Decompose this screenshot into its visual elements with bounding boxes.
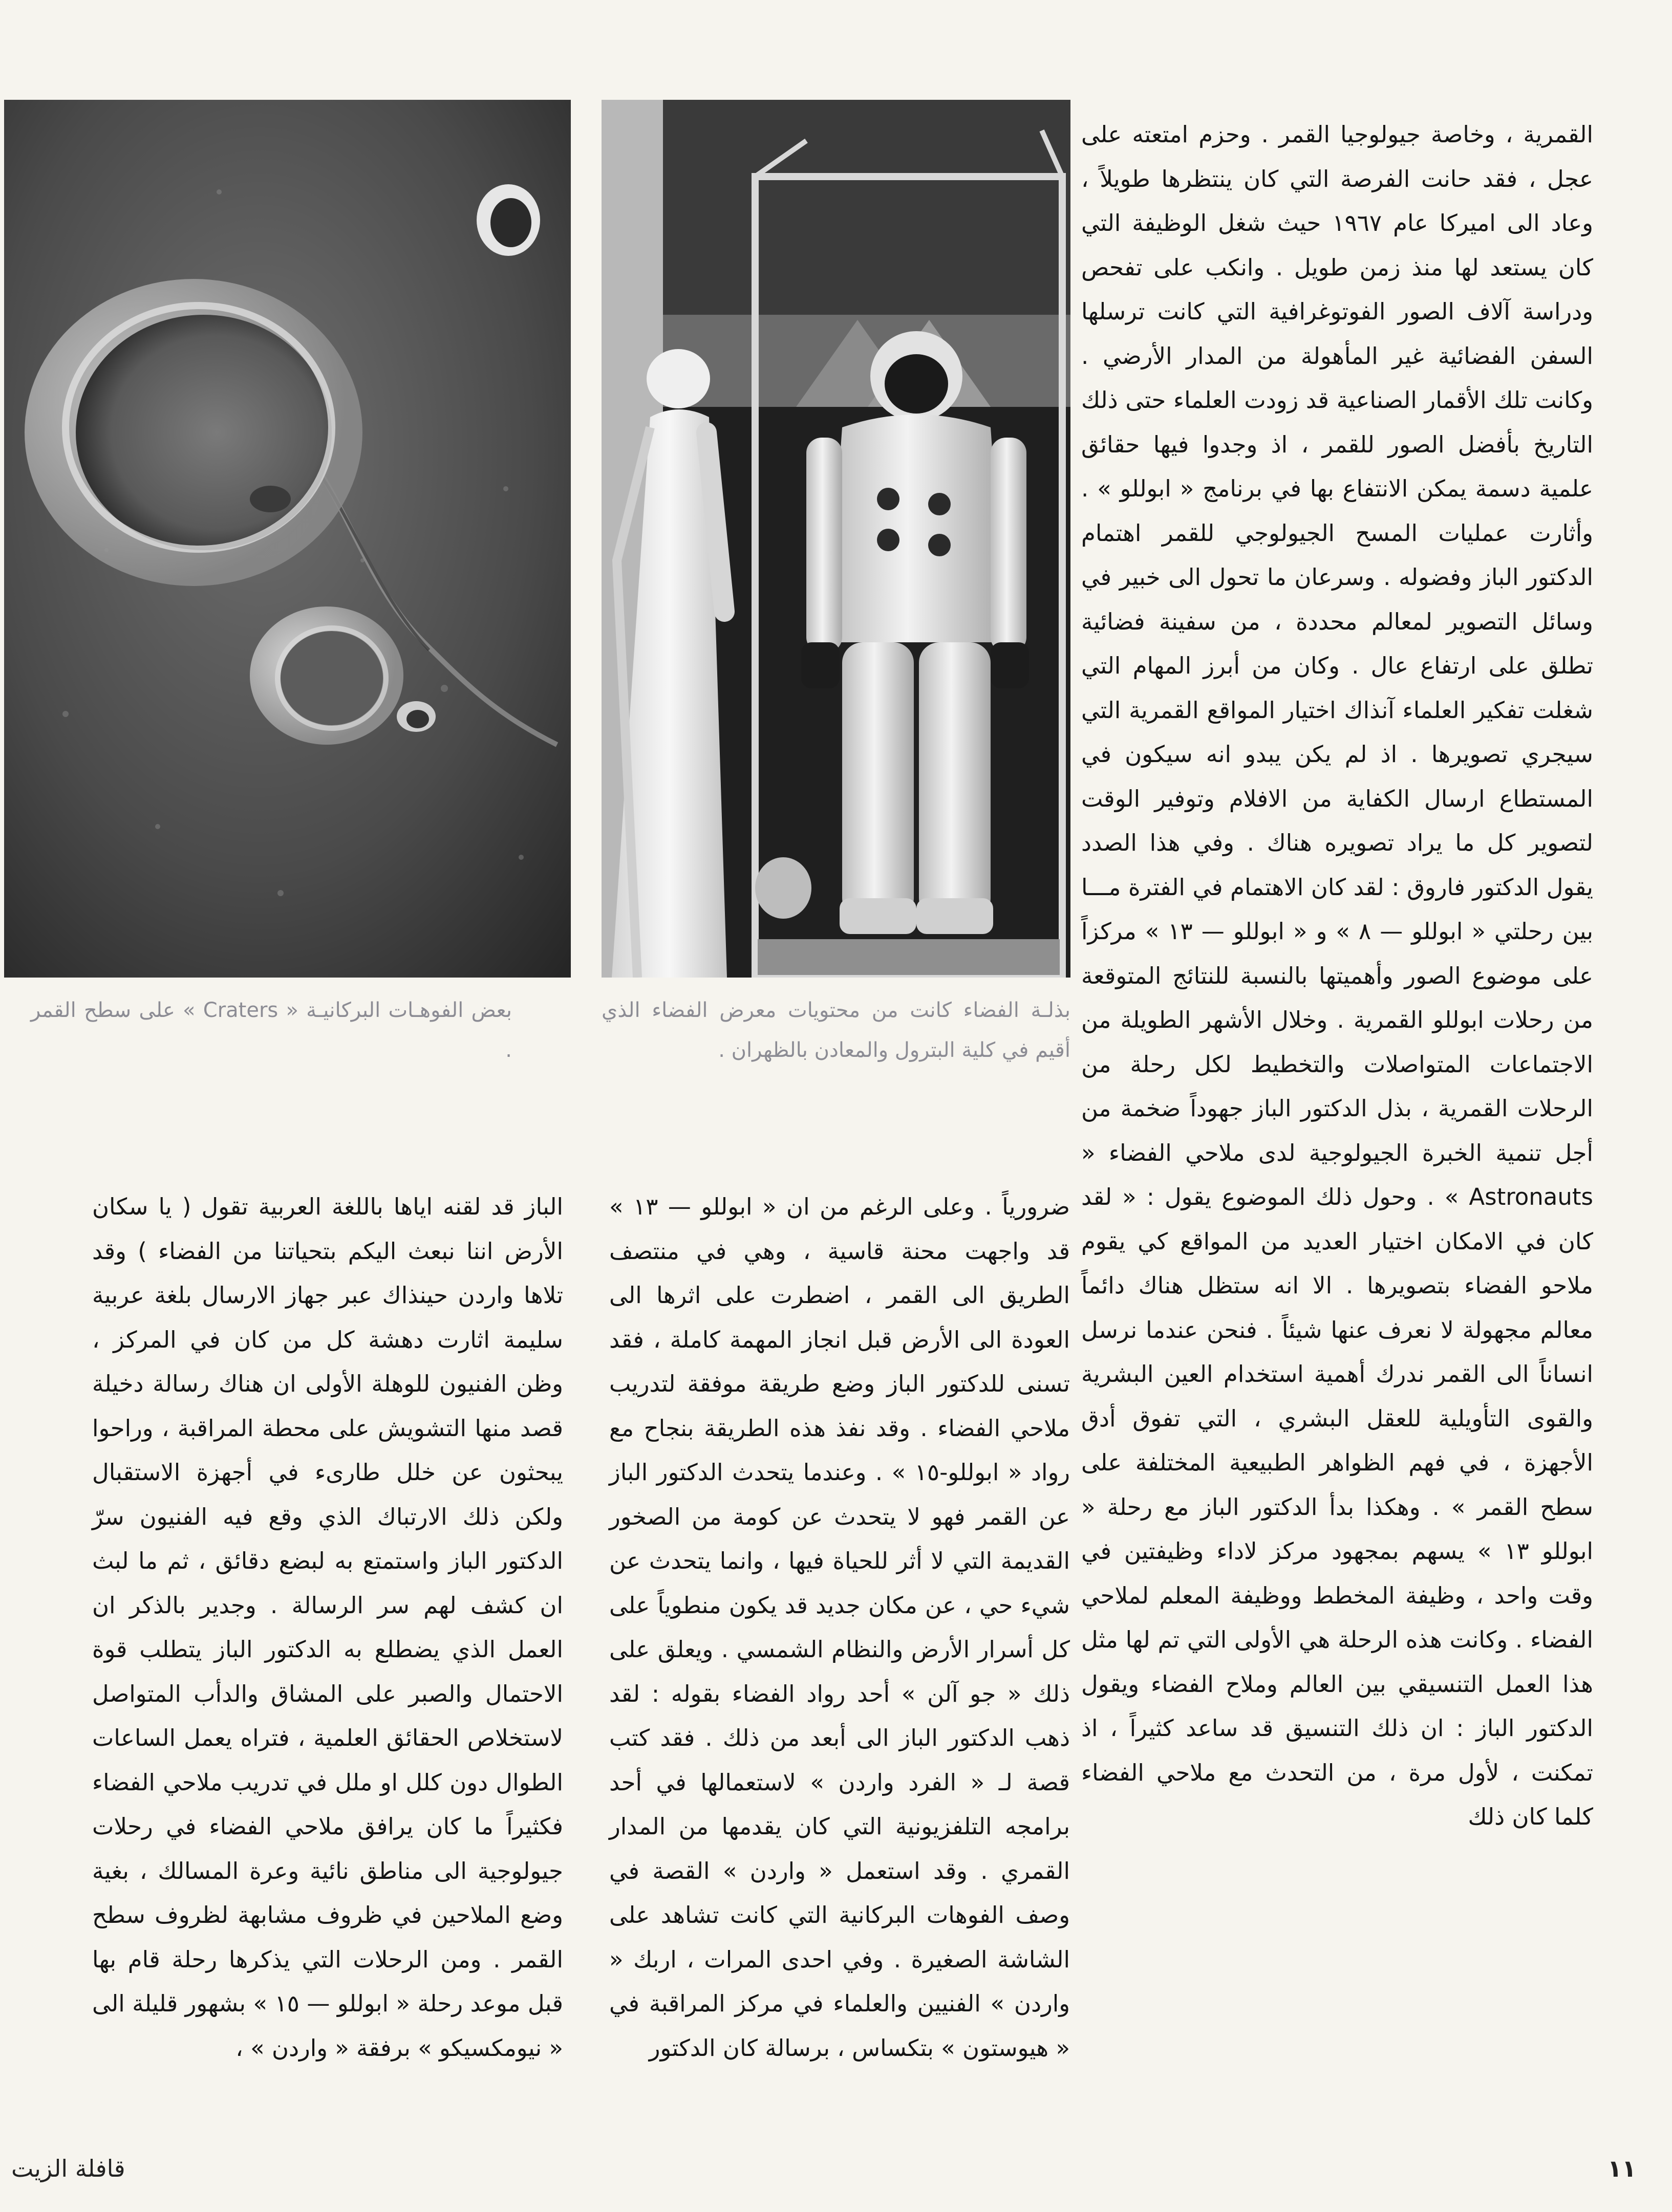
article-paragraph: ضرورياً . وعلى الرغم من ان « ابوللو — ١٣ » قد واجهت محنة قاسية ، وهي في منتصف الطريق الى القمر ، اضطرت على اثرها الى العودة الى الأرض قبل انجاز المهمة كاملة ، فقد تسنى للدكتور الباز وضع طريقة موفقة لتدريب ملاحي الفضاء . وقد نفذ هذه الطريقة بنجاح مع رواد « ابوللو-١٥ » . وعندما يتحدث الدكتور الباز عن القمر فهو لا يتحدث عن كومة من الصخور القديمة التي لا أثر للحياة فيها ، وانما يتحدث عن شيء حي ، عن مكان جديد قد يكون منطوياً على كل أسرار الأرض والنظام الشمسي . ويعلق على ذلك « جو آلن » أحد رواد الفضاء بقوله : لقد ذهب الدكتور الباز الى أبعد من ذلك . فقد كتب قصة لـ « الفرد واردن » لاستعمالها في أحد برامجه التلفزيونية التي كان يقدمها من المدار القمري . وقد استعمل « واردن » القصة في وصف الفوهات البركانية التي كانت تشاهد على الشاشة الصغيرة . وفي احدى المرات ، اربك « واردن » الفنيين والعلماء في مركز المراقبة في « هيوستون » بتكساس ، برسالة كان الدكتور [609, 1193, 1070, 2062]
moon-craters-image [4, 100, 571, 978]
moon-photo-caption: بعض الفوهـات البركانيـة « Craters » على سطح القمر . [31, 999, 512, 1062]
article-paragraph: الباز قد لقنه اياها باللغة العربية تقول ( يا سكان الأرض اننا نبعث اليكم بتحياتنا من الفضاء ) وقد تلاها واردن حينذاك عبر جهاز الارسال بلغة عربية سليمة اثارت دهشة كل من كان في المركز ، وظن الفنيون للوهلة الأولى ان هناك رسالة دخيلة قصد منها التشويش على محطة المراقبة ، وراحوا يبحثون عن خلل طارىء في أجهزة الاستقبال ولكن ذلك الارتباك الذي وقع فيه الفنيون سرّ الدكتور الباز واستمتع به لبضع دقائق ، ثم ما لبث ان كشف لهم سر الرسالة . وجدير بالذكر ان العمل الذي يضطلع به الدكتور الباز يتطلب قوة الاحتمال والصبر على المشاق والدأب المتواصل لاستخلاص الحقائق العلمية ، فتراه يعمل الساعات الطوال دون كلل او ملل في تدريب ملاحي الفضاء فكثيراً ما كان يرافق ملاحي الفضاء في رحلات جيولوجية الى مناطق نائية وعرة المسالك ، بغية وضع الملاحين في ظروف مشابهة لظروف سطح القمر . ومن الرحلات التي يذكرها رحلة قام بها قبل موعد رحلة « ابوللو — ١٥ » بشهور قليلة الى « نيومكسيكو » برفقة « واردن » ، [92, 1193, 563, 2062]
magazine-name: قافلة الزيت [11, 2155, 125, 2182]
spacesuit-photo-caption: بذلـة الفضاء كانت من محتويات معرض الفضاء الذي أقيم في كلية البترول والمعادن بالظهران . [602, 999, 1070, 1062]
page-number: ١١ [1607, 2155, 1637, 2182]
article-paragraph: القمرية ، وخاصة جيولوجيا القمر . وحزم امتعته على عجل ، فقد حانت الفرصة التي كان ينتظرها طويلاً ، وعاد الى اميركا عام ١٩٦٧ حيث شغل الوظيفة التي كان يستعد لها منذ زمن طويل . وانكب على تفحص ودراسة آلاف الصور الفوتوغرافية التي كانت ترسلها السفن الفضائية غير المأهولة من المدار الأرضي . وكانت تلك الأقمار الصناعية قد زودت العلماء حتى ذلك التاريخ بأفضل الصور للقمر ، اذ وجدوا فيها حقائق علمية دسمة يمكن الانتفاع بها في برنامج « ابوللو » . وأثارت عمليات المسح الجيولوجي للقمر اهتمام الدكتور الباز وفضوله . وسرعان ما تحول الى خبير في وسائل التصوير لمعالم محددة ، من سفينة فضائية تطلق على ارتفاع عال . وكان من أبرز المهام التي شغلت تفكير العلماء آنذاك اختيار المواقع القمرية التي سيجري تصويرها . اذ لم يكن يبدو انه سيكون في المستطاع ارسال الكفاية من الافلام وتوفير الوقت لتصوير كل ما يراد تصويره هناك . وفي هذا الصدد يقول الدكتور فاروق : لقد كان الاهتمام في الفترة مـــا بين رحلتي « ابوللو — ٨ » و « ابوللو — ١٣ » مركزاً على موضوع الصور وأهميتها بالنسبة للنتائج المتوقعة من رحلات ابوللو القمرية . وخلال الأشهر الطويلة من الاجتماعات المتواصلات والتخطيط لكل رحلة من الرحلات القمرية ، بذل الدكتور الباز جهوداً ضخمة من أجل تنمية الخبرة الجيولوجية لدى ملاحي الفضاء « Astronauts » . وحول ذلك الموضوع يقول : « لقد كان في الامكان اختيار العديد من المواقع كي يقوم ملاحو الفضاء بتصويرها . الا انه ستظل هناك دائماً معالم مجهولة لا نعرف عنها شيئاً . فنحن عندما نرسل انساناً الى القمر ندرك أهمية استخدام العين البشرية والقوى التأويلية للعقل البشري ، التي تفوق أدق الأجهزة ، في فهم الظواهر الطبيعية المختلفة على سطح القمر » . وهكذا بدأ الدكتور الباز مع رحلة « ابوللو ١٣ » يسهم بمجهود مركز لاداء وظيفتين في وقت واحد ، وظيفة المخطط ووظيفة المعلم لملاحي الفضاء . وكانت هذه الرحلة هي الأولى التي تم لها مثل هذا العمل التنسيقي بين العالم وملاح الفضاء ويقول الدكتور الباز : ان ذلك التنسيق قد ساعد كثيراً ، اذ تمكنت ، لأول مرة ، من التحدث مع ملاحي الفضاء كلما كان ذلك [1081, 121, 1594, 1830]
article-column-right [1081, 113, 1593, 1839]
moon-craters-photo [4, 100, 571, 978]
article-column-left [92, 1185, 563, 2070]
spacesuit-exhibit-photo [602, 100, 1070, 978]
spacesuit-exhibit-image [602, 100, 1070, 978]
article-column-middle [609, 1185, 1070, 2070]
